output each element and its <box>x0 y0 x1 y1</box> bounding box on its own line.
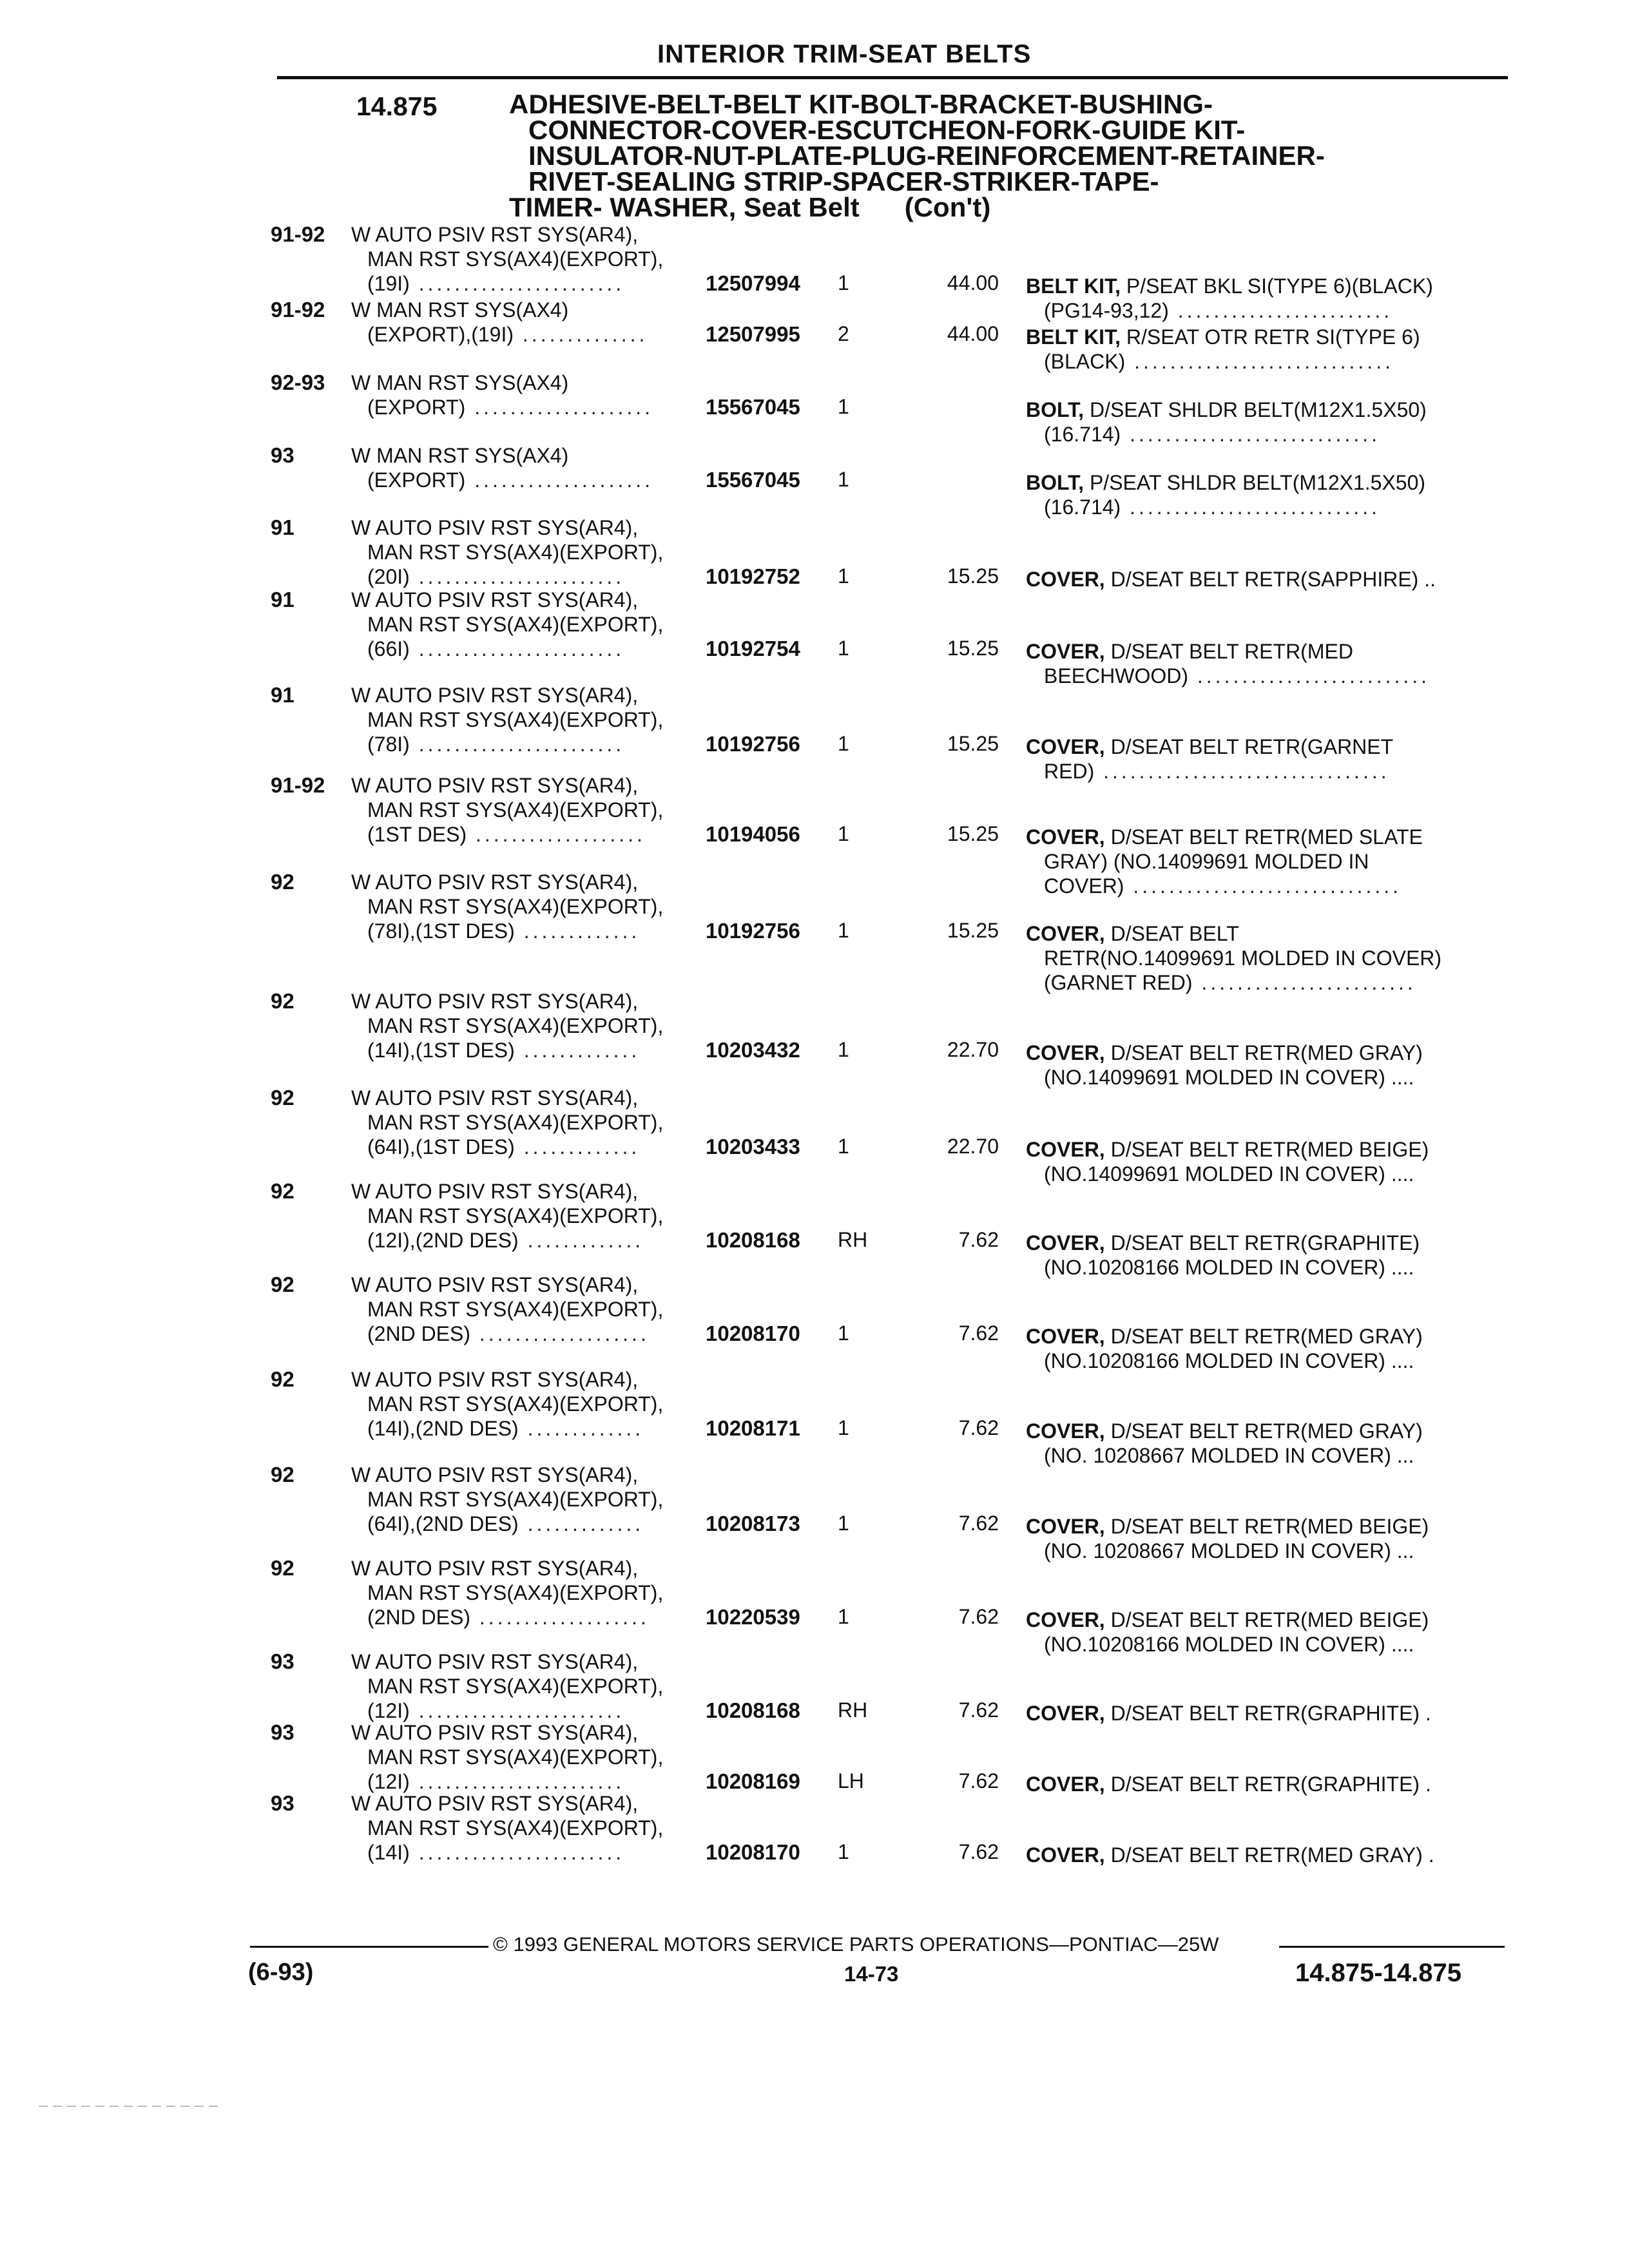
part-description <box>1026 1041 1509 1090</box>
part-detail-line: D/SEAT BELT RETR(MED GRAY) <box>1110 1041 1423 1064</box>
part-detail-line: (PG14-93,12) <box>1044 299 1169 322</box>
part-row <box>0 773 1629 898</box>
usage-description <box>0 1649 709 1723</box>
usage-line: MAN RST SYS(AX4)(EXPORT), <box>367 1298 664 1321</box>
part-number: 10192756 <box>706 919 800 943</box>
usage-line: (14I),(1ST DES) <box>367 1039 515 1062</box>
part-row <box>0 1273 1629 1372</box>
dot-leader: ............. <box>514 1039 641 1062</box>
part-description <box>1026 1843 1509 1867</box>
usage-line: W AUTO PSIV RST SYS(AR4), <box>351 990 639 1013</box>
price: 7.62 <box>958 1228 999 1251</box>
part-detail-line: D/SEAT BELT RETR(SAPPHIRE) .. <box>1110 568 1436 591</box>
part-name: COVER, <box>1026 1041 1105 1064</box>
usage-line: (2ND DES) <box>367 1606 471 1629</box>
part-number: 10203432 <box>706 1038 800 1062</box>
usage-line: MAN RST SYS(AX4)(EXPORT), <box>367 1111 664 1134</box>
dot-leader: ............. <box>514 1135 641 1158</box>
dot-leader: ....................... <box>409 1841 625 1864</box>
part-number: 10208170 <box>706 1840 800 1864</box>
usage-line: (EXPORT) <box>367 396 466 419</box>
part-name: COVER, <box>1026 1773 1105 1796</box>
part-description <box>1026 325 1509 374</box>
usage-line: MAN RST SYS(AX4)(EXPORT), <box>367 541 664 564</box>
part-number: 10220539 <box>706 1605 800 1629</box>
usage-line: (12I) <box>367 1699 410 1722</box>
usage-line: W AUTO PSIV RST SYS(AR4), <box>351 1792 639 1815</box>
model-years: 92-93 <box>271 370 325 394</box>
dot-leader: ................................ <box>1094 760 1390 783</box>
usage-description <box>0 443 709 492</box>
part-number: 10192752 <box>706 564 800 588</box>
part-row <box>0 515 1629 593</box>
part-row <box>0 683 1629 783</box>
price: 7.62 <box>958 1840 999 1863</box>
model-years: 92 <box>271 1273 294 1296</box>
usage-line: MAN RST SYS(AX4)(EXPORT), <box>367 247 664 271</box>
quantity: 1 <box>838 1512 849 1535</box>
part-detail-line: D/SEAT BELT RETR(MED BEIGE) <box>1110 1138 1429 1161</box>
part-number: 15567045 <box>706 468 800 492</box>
part-row <box>0 370 1629 448</box>
price: 7.62 <box>958 1416 999 1439</box>
part-row <box>0 443 1629 521</box>
footer-rule-right <box>1279 1946 1505 1948</box>
part-number: 12507995 <box>706 322 800 346</box>
usage-line: W AUTO PSIV RST SYS(AR4), <box>351 223 639 246</box>
price: 22.70 <box>947 1135 999 1158</box>
model-years: 91-92 <box>271 298 325 322</box>
usage-line: W MAN RST SYS(AX4) <box>351 298 569 322</box>
part-name: COVER, <box>1026 1608 1105 1631</box>
part-detail-line: RED) <box>1044 760 1095 783</box>
usage-line: W MAN RST SYS(AX4) <box>351 444 569 467</box>
usage-line: (EXPORT) <box>367 468 466 492</box>
part-description <box>1026 639 1509 688</box>
dot-leader: ............................ <box>1121 495 1381 519</box>
footer-date: (6-93) <box>248 1959 314 1986</box>
part-detail-line: D/SEAT BELT RETR(MED GRAY) . <box>1110 1843 1434 1867</box>
page-number: 14-73 <box>844 1962 899 1986</box>
quantity: 1 <box>838 732 849 755</box>
quantity: 2 <box>838 322 849 345</box>
part-detail-line: (BLACK) <box>1044 350 1126 373</box>
model-years: 92 <box>271 1086 294 1110</box>
part-detail-line: D/SEAT SHLDR BELT(M12X1.5X50) <box>1089 398 1427 421</box>
dot-leader: ................... <box>470 1322 650 1345</box>
part-number: 10208169 <box>706 1769 800 1793</box>
part-name: COVER, <box>1026 1702 1105 1725</box>
dot-leader: ................... <box>470 1606 650 1629</box>
part-name: COVER, <box>1026 1515 1105 1538</box>
price: 15.25 <box>947 822 999 845</box>
usage-line: W AUTO PSIV RST SYS(AR4), <box>351 684 639 707</box>
part-number: 10192754 <box>706 637 800 660</box>
usage-description <box>0 1179 709 1253</box>
part-detail-line: (GARNET RED) <box>1044 971 1193 994</box>
dot-leader: .................... <box>465 468 654 492</box>
usage-line: (14I),(2ND DES) <box>367 1417 519 1440</box>
part-number: 10208173 <box>706 1512 800 1535</box>
part-number: 10194056 <box>706 822 800 846</box>
usage-line: MAN RST SYS(AX4)(EXPORT), <box>367 1816 664 1840</box>
price: 7.62 <box>958 1512 999 1535</box>
dot-leader: ....................... <box>409 637 625 660</box>
part-name: COVER, <box>1026 1138 1105 1161</box>
footer-copyright: © 1993 GENERAL MOTORS SERVICE PARTS OPERATIONS—PONTIAC—25W <box>493 1933 1219 1956</box>
part-row <box>0 1086 1629 1186</box>
model-years: 91-92 <box>271 222 325 246</box>
part-detail-line: D/SEAT BELT <box>1110 922 1239 945</box>
model-years: 92 <box>271 870 294 894</box>
part-name: COVER, <box>1026 640 1105 663</box>
quantity: 1 <box>838 1840 849 1863</box>
quantity: 1 <box>838 468 849 491</box>
price: 22.70 <box>947 1038 999 1061</box>
section-title-line: TIMER- WASHER, Seat Belt <box>509 192 860 222</box>
dot-leader: ........................ <box>1192 971 1416 994</box>
model-years: 91 <box>271 588 294 611</box>
usage-description <box>0 298 709 347</box>
usage-line: (14I) <box>367 1841 410 1864</box>
dot-leader: ....................... <box>409 1770 625 1793</box>
usage-line: (1ST DES) <box>367 823 467 846</box>
usage-description <box>0 1720 709 1794</box>
part-row <box>0 1720 1629 1798</box>
part-name: BOLT, <box>1026 471 1084 494</box>
dot-leader: ....................... <box>409 272 625 295</box>
section-title-line: ADHESIVE-BELT-BELT KIT-BOLT-BRACKET-BUSHING- <box>509 89 1213 119</box>
usage-line: (2ND DES) <box>367 1322 471 1345</box>
part-detail-line: (NO.10208166 MOLDED IN COVER) .... <box>1044 1633 1414 1656</box>
usage-line: (EXPORT),(19I) <box>367 323 514 346</box>
usage-line: (64I),(2ND DES) <box>367 1512 519 1535</box>
usage-description <box>0 1791 709 1865</box>
price: 15.25 <box>947 637 999 660</box>
usage-line: MAN RST SYS(AX4)(EXPORT), <box>367 798 664 822</box>
quantity: 1 <box>838 1038 849 1061</box>
dot-leader: .............................. <box>1124 874 1402 898</box>
part-detail-line: D/SEAT BELT RETR(GRAPHITE) . <box>1110 1702 1431 1725</box>
part-detail-line: (NO.10208166 MOLDED IN COVER) .... <box>1044 1256 1414 1279</box>
price: 15.25 <box>947 732 999 755</box>
part-detail-line: P/SEAT SHLDR BELT(M12X1.5X50) <box>1089 471 1426 494</box>
usage-description <box>0 870 709 943</box>
section-title-line: CONNECTOR-COVER-ESCUTCHEON-FORK-GUIDE KIT- <box>528 115 1246 145</box>
usage-line: W AUTO PSIV RST SYS(AR4), <box>351 1463 639 1486</box>
part-detail-line: D/SEAT BELT RETR(MED GRAY) <box>1110 1325 1423 1348</box>
part-name: COVER, <box>1026 1325 1105 1348</box>
usage-description <box>0 773 709 847</box>
part-detail-line: COVER) <box>1044 874 1124 898</box>
part-name: COVER, <box>1026 922 1105 945</box>
part-name: COVER, <box>1026 1419 1105 1443</box>
part-name: COVER, <box>1026 1231 1105 1254</box>
usage-line: W AUTO PSIV RST SYS(AR4), <box>351 588 639 611</box>
usage-line: (66I) <box>367 637 410 660</box>
part-description <box>1026 1324 1509 1373</box>
usage-line: W AUTO PSIV RST SYS(AR4), <box>351 1180 639 1203</box>
section-title-line: RIVET-SEALING STRIP-SPACER-STRIKER-TAPE- <box>528 166 1159 197</box>
part-detail-line: (16.714) <box>1044 495 1121 519</box>
dot-leader: .......................... <box>1188 664 1431 687</box>
usage-description <box>0 515 709 589</box>
part-row <box>0 989 1629 1089</box>
dot-leader: .............. <box>514 323 648 346</box>
part-number: 10203433 <box>706 1135 800 1158</box>
model-years: 91 <box>271 683 294 707</box>
dot-leader: ............. <box>518 1417 644 1440</box>
part-detail-line: (NO.10208166 MOLDED IN COVER) .... <box>1044 1349 1414 1372</box>
scan-artifact <box>39 2106 219 2107</box>
part-description <box>1026 921 1509 995</box>
part-row <box>0 588 1629 687</box>
dot-leader: ............................ <box>1121 423 1381 446</box>
part-detail-line: R/SEAT OTR RETR SI(TYPE 6) <box>1126 325 1420 349</box>
part-detail-line: D/SEAT BELT RETR(GARNET <box>1110 735 1394 758</box>
usage-line: W AUTO PSIV RST SYS(AR4), <box>351 516 639 539</box>
model-years: 92 <box>271 1179 294 1203</box>
usage-line: W AUTO PSIV RST SYS(AR4), <box>351 1557 639 1580</box>
usage-description <box>0 1556 709 1629</box>
usage-description <box>0 1367 709 1441</box>
quantity: 1 <box>838 1605 849 1628</box>
usage-line: (12I),(2ND DES) <box>367 1229 519 1252</box>
dot-leader: ....................... <box>409 733 625 756</box>
model-years: 92 <box>271 989 294 1013</box>
quantity: 1 <box>838 1135 849 1158</box>
part-detail-line: D/SEAT BELT RETR(GRAPHITE) . <box>1110 1773 1431 1796</box>
part-detail-line: D/SEAT BELT RETR(MED <box>1110 640 1353 663</box>
part-detail-line: (NO. 10208667 MOLDED IN COVER) ... <box>1044 1444 1414 1467</box>
model-years: 92 <box>271 1556 294 1580</box>
model-years: 93 <box>271 1649 294 1673</box>
usage-line: MAN RST SYS(AX4)(EXPORT), <box>367 1014 664 1037</box>
part-detail-line: D/SEAT BELT RETR(MED GRAY) <box>1110 1419 1423 1443</box>
part-row <box>0 1179 1629 1279</box>
part-number: 15567045 <box>706 395 800 419</box>
price: 44.00 <box>947 271 999 294</box>
usage-description <box>0 1463 709 1536</box>
part-detail-line: (16.714) <box>1044 423 1121 446</box>
dot-leader: ....................... <box>409 1699 625 1722</box>
usage-line: (12I) <box>367 1770 410 1793</box>
usage-line: MAN RST SYS(AX4)(EXPORT), <box>367 1675 664 1698</box>
dot-leader: ....................... <box>409 565 625 588</box>
usage-line: MAN RST SYS(AX4)(EXPORT), <box>367 1745 664 1769</box>
part-description <box>1026 1419 1509 1468</box>
continued-label: (Con't) <box>904 192 991 222</box>
usage-line: W AUTO PSIV RST SYS(AR4), <box>351 1721 639 1744</box>
part-detail-line: (NO.14099691 MOLDED IN COVER) .... <box>1044 1162 1414 1186</box>
usage-line: (78I) <box>367 733 410 756</box>
usage-description <box>0 588 709 661</box>
dot-leader: ............. <box>514 919 641 943</box>
usage-line: MAN RST SYS(AX4)(EXPORT), <box>367 1581 664 1604</box>
section-title <box>509 91 1489 220</box>
model-years: 91 <box>271 515 294 539</box>
page-header-title: INTERIOR TRIM-SEAT BELTS <box>657 40 1032 68</box>
part-detail-line: BEECHWOOD) <box>1044 664 1188 687</box>
footer-rule-left <box>250 1946 488 1948</box>
price: 7.62 <box>958 1321 999 1345</box>
quantity: 1 <box>838 822 849 845</box>
usage-description <box>0 1086 709 1159</box>
model-years: 93 <box>271 443 294 467</box>
usage-line: W AUTO PSIV RST SYS(AR4), <box>351 1086 639 1110</box>
part-name: COVER, <box>1026 568 1105 591</box>
section-range: 14.875-14.875 <box>1295 1959 1462 1987</box>
usage-line: (20I) <box>367 565 410 588</box>
section-number: 14.875 <box>356 91 438 121</box>
header-rule <box>277 76 1508 79</box>
part-detail-line: D/SEAT BELT RETR(MED BEIGE) <box>1110 1608 1429 1631</box>
part-detail-line: D/SEAT BELT RETR(GRAPHITE) <box>1110 1231 1420 1254</box>
model-years: 93 <box>271 1720 294 1744</box>
price: 7.62 <box>958 1769 999 1792</box>
part-row <box>0 870 1629 994</box>
usage-line: MAN RST SYS(AX4)(EXPORT), <box>367 895 664 918</box>
model-years: 92 <box>271 1367 294 1391</box>
usage-line: MAN RST SYS(AX4)(EXPORT), <box>367 613 664 636</box>
usage-line: MAN RST SYS(AX4)(EXPORT), <box>367 1204 664 1227</box>
usage-line: MAN RST SYS(AX4)(EXPORT), <box>367 708 664 731</box>
part-number: 10192756 <box>706 732 800 756</box>
part-name: BELT KIT, <box>1026 274 1121 298</box>
quantity: 1 <box>838 271 849 294</box>
dot-leader: ........................ <box>1168 299 1393 322</box>
part-number: 10208171 <box>706 1416 800 1440</box>
quantity: 1 <box>838 1321 849 1345</box>
usage-description <box>0 1273 709 1346</box>
quantity: 1 <box>838 1416 849 1439</box>
part-description <box>1026 470 1509 519</box>
part-name: BOLT, <box>1026 398 1084 421</box>
usage-line: MAN RST SYS(AX4)(EXPORT), <box>367 1392 664 1416</box>
part-name: BELT KIT, <box>1026 325 1121 349</box>
model-years: 92 <box>271 1463 294 1486</box>
part-detail-line: D/SEAT BELT RETR(MED SLATE <box>1110 825 1423 849</box>
usage-line: MAN RST SYS(AX4)(EXPORT), <box>367 1488 664 1511</box>
quantity: 1 <box>838 637 849 660</box>
usage-description <box>0 683 709 756</box>
usage-line: (19I) <box>367 272 410 295</box>
quantity: RH <box>838 1228 868 1251</box>
part-row <box>0 1649 1629 1727</box>
dot-leader: ............................. <box>1125 350 1394 373</box>
part-row <box>0 1791 1629 1869</box>
part-number: 12507994 <box>706 271 800 295</box>
part-row <box>0 298 1629 375</box>
price: 7.62 <box>958 1698 999 1722</box>
part-description <box>1026 398 1509 447</box>
dot-leader: ................... <box>467 823 646 846</box>
usage-line: (78I),(1ST DES) <box>367 919 515 943</box>
part-name: COVER, <box>1026 735 1105 758</box>
quantity: 1 <box>838 395 849 418</box>
usage-line: W AUTO PSIV RST SYS(AR4), <box>351 774 639 797</box>
quantity: RH <box>838 1698 868 1722</box>
part-detail-line: RETR(NO.14099691 MOLDED IN COVER) <box>1044 947 1442 970</box>
part-detail-line: (NO.14099691 MOLDED IN COVER) .... <box>1044 1066 1414 1089</box>
price: 44.00 <box>947 322 999 345</box>
dot-leader: ............. <box>518 1229 644 1252</box>
model-years: 91-92 <box>271 773 325 797</box>
dot-leader: ............. <box>518 1512 644 1535</box>
part-detail-line: P/SEAT BKL SI(TYPE 6)(BLACK) <box>1126 274 1433 298</box>
part-detail-line: GRAY) (NO.14099691 MOLDED IN <box>1044 850 1369 873</box>
usage-description <box>0 222 709 296</box>
dot-leader: .................... <box>465 396 654 419</box>
part-number: 10208170 <box>706 1321 800 1345</box>
usage-description <box>0 370 709 419</box>
price: 15.25 <box>947 564 999 588</box>
part-row <box>0 1556 1629 1656</box>
usage-description <box>0 989 709 1062</box>
quantity: LH <box>838 1769 864 1792</box>
price: 15.25 <box>947 919 999 942</box>
section-title-line: INSULATOR-NUT-PLATE-PLUG-REINFORCEMENT-RETAINER- <box>528 140 1325 171</box>
part-name: COVER, <box>1026 1843 1105 1867</box>
usage-line: W MAN RST SYS(AX4) <box>351 371 569 394</box>
usage-line: (64I),(1ST DES) <box>367 1135 515 1158</box>
part-number: 10208168 <box>706 1698 800 1722</box>
quantity: 1 <box>838 919 849 942</box>
part-detail-line: (NO. 10208667 MOLDED IN COVER) ... <box>1044 1539 1414 1562</box>
model-years: 93 <box>271 1791 294 1815</box>
price: 7.62 <box>958 1605 999 1628</box>
usage-line: W AUTO PSIV RST SYS(AR4), <box>351 1368 639 1391</box>
usage-line: W AUTO PSIV RST SYS(AR4), <box>351 1273 639 1296</box>
usage-line: W AUTO PSIV RST SYS(AR4), <box>351 1650 639 1673</box>
usage-line: W AUTO PSIV RST SYS(AR4), <box>351 870 639 894</box>
part-name: COVER, <box>1026 825 1105 849</box>
part-detail-line: D/SEAT BELT RETR(MED BEIGE) <box>1110 1515 1429 1538</box>
part-number: 10208168 <box>706 1228 800 1252</box>
part-row <box>0 1367 1629 1467</box>
quantity: 1 <box>838 564 849 588</box>
part-row <box>0 1463 1629 1562</box>
